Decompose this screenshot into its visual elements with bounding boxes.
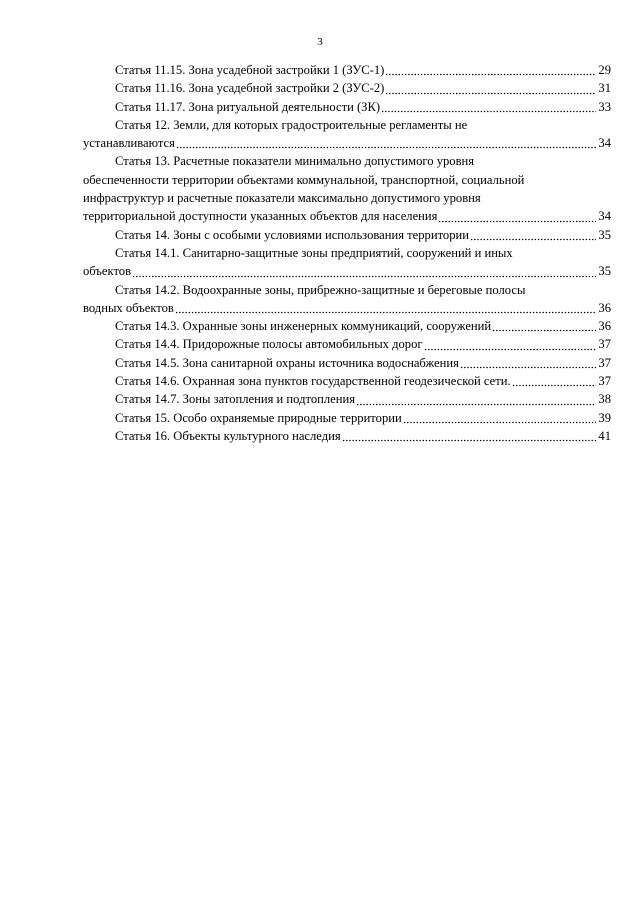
toc-page-number: 34	[598, 209, 611, 224]
toc-entry[interactable]	[83, 79, 611, 97]
toc-entry-text: инфраструктур и расчетные показатели максимально допустимого уровня	[83, 191, 481, 206]
toc-entry[interactable]	[83, 244, 611, 281]
toc-entry[interactable]	[83, 226, 611, 244]
toc-entry-text: Статья 11.15. Зона усадебной застройки 1 (ЗУС-1)	[115, 63, 385, 77]
toc-entry-text: Статья 14. Зоны с особыми условиями использования территории	[115, 227, 470, 242]
toc-entry[interactable]	[83, 409, 611, 427]
dot-leader	[403, 415, 597, 427]
toc-entry-text: Статья 14.1. Санитарно-защитные зоны предприятий, сооружений и иных	[115, 245, 513, 260]
toc-entry[interactable]	[83, 98, 611, 116]
dot-leader	[175, 305, 597, 317]
toc-entry[interactable]	[83, 152, 611, 225]
toc-page-number: 31	[598, 81, 611, 96]
dot-leader	[492, 323, 596, 335]
toc-page-number: 35	[598, 227, 611, 242]
toc-page-number: 35	[598, 264, 611, 279]
toc-page-number: 34	[598, 136, 611, 151]
toc-page-number: 37	[598, 337, 611, 352]
toc-entry[interactable]	[83, 335, 611, 353]
toc-entry-text: Статья 14.2. Водоохранные зоны, прибрежно-защитные и береговые полосы	[115, 282, 526, 297]
toc-entry-text: Статья 14.5. Зона санитарной охраны источника водоснабжения	[115, 355, 459, 370]
dot-leader	[381, 104, 596, 116]
toc-entry-text: Статья 12. Земли, для которых градостроительные регламенты не	[115, 117, 468, 132]
dot-leader	[424, 342, 597, 354]
toc-page-number: 38	[598, 392, 611, 407]
toc-entry[interactable]	[83, 317, 611, 335]
toc-entry-text: Статья 11.17. Зона ритуальной деятельности (ЗК)	[115, 99, 381, 114]
toc-entry-text: устанавливаются	[83, 136, 175, 151]
page-number: 3	[317, 36, 323, 48]
dot-leader	[132, 269, 596, 281]
toc-page-number: 37	[598, 355, 611, 370]
dot-leader	[438, 214, 596, 226]
toc-entry[interactable]	[83, 372, 611, 390]
toc-entry-text: Статья 14.3. Охранные зоны инженерных коммуникаций, сооружений	[115, 319, 492, 334]
toc-page-number: 39	[598, 410, 611, 425]
dot-leader	[385, 67, 596, 79]
toc-entry-text: Статья 15. Особо охраняемые природные территории	[115, 410, 402, 425]
toc-entry-text: Статья 13. Расчетные показатели минимально допустимого уровня	[115, 154, 475, 169]
toc-entry[interactable]	[83, 116, 611, 153]
dot-leader	[512, 378, 597, 390]
toc-page-number: 36	[598, 319, 611, 334]
table-of-contents	[83, 61, 611, 445]
dot-leader	[460, 360, 597, 372]
toc-entry-text: Статья 14.7. Зоны затопления и подтопления	[115, 392, 356, 407]
toc-entry[interactable]	[83, 390, 611, 408]
toc-entry-text: объектов	[83, 264, 132, 279]
dot-leader	[470, 232, 596, 244]
dot-leader	[356, 397, 596, 409]
toc-entry[interactable]	[83, 354, 611, 372]
toc-entry[interactable]	[83, 61, 611, 79]
toc-entry-text: водных объектов	[83, 300, 174, 315]
dot-leader	[176, 140, 596, 152]
dot-leader	[385, 86, 596, 98]
dot-leader	[342, 433, 597, 445]
toc-entry-text: Статья 14.4. Придорожные полосы автомобильных дорог	[115, 337, 423, 352]
toc-page-number: 36	[598, 300, 611, 315]
toc-entry-text: обеспеченности территории объектами коммунальной, транспортной, социальной	[83, 172, 525, 187]
toc-page-number: 33	[598, 99, 611, 114]
toc-page-number: 37	[598, 374, 611, 389]
toc-entry[interactable]	[83, 281, 611, 318]
toc-entry-text: Статья 16. Объекты культурного наследия	[115, 428, 341, 443]
toc-entry-text: Статья 14.6. Охранная зона пунктов государственной геодезической сети.	[115, 374, 511, 389]
toc-entry[interactable]	[83, 427, 611, 445]
toc-page-number: 29	[598, 63, 611, 77]
toc-page-number: 41	[598, 428, 611, 443]
toc-entry-text: Статья 11.16. Зона усадебной застройки 2 (ЗУС-2)	[115, 81, 385, 96]
toc-entry-text: территориальной доступности указанных объектов для населения	[83, 209, 438, 224]
